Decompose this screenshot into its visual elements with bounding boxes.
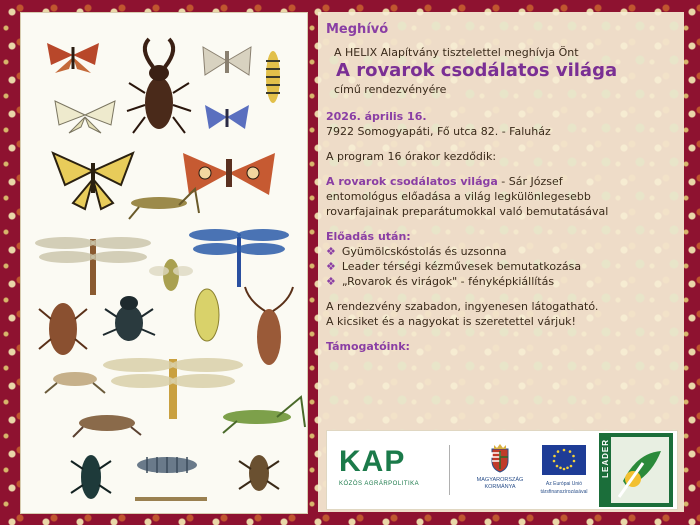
invitation-heading: Meghívó <box>326 22 389 37</box>
yellow-dragonfly-icon <box>103 358 243 419</box>
list-item: ❖ Leader térségi kézművesek bemutatkozása <box>326 260 582 273</box>
leader-emblem-icon <box>599 433 673 507</box>
diamond-bullet-icon: ❖ <box>326 275 336 288</box>
butterfly-icon <box>47 43 99 73</box>
insect-illustration-panel <box>20 12 308 514</box>
event-title: A rovarok csodálatos világa <box>336 60 618 81</box>
caterpillar-icon <box>137 457 197 473</box>
white-butterfly-icon <box>55 101 115 133</box>
damselfly-icon <box>189 229 289 287</box>
lecture-title: A rovarok csodálatos világa <box>326 175 498 188</box>
lecture-line-2: entomológus előadása a világ legkülönlegesebb <box>326 190 591 203</box>
eu-flag-icon <box>542 445 586 475</box>
stick-insect-icon <box>135 497 207 501</box>
dung-beetle-icon <box>103 296 155 341</box>
swallowtail-butterfly-icon <box>53 153 133 209</box>
invitation-text <box>326 22 676 354</box>
lecture-line-3: rovarfajainak preparátumokkal való bemutatásával <box>326 205 609 218</box>
diamond-bullet-icon: ❖ <box>326 245 336 258</box>
sponsor-logos-bar <box>326 430 678 510</box>
logo-divider <box>449 445 450 495</box>
insect-collection-illustration <box>21 13 307 513</box>
start-time: A program 16 órakor kezdődik: <box>326 150 497 163</box>
after-lecture-label: Előadás után: <box>326 230 411 243</box>
cricket-icon <box>45 372 105 393</box>
closing-line-2: A kicsiket és a nagyokat is szeretettel várjuk! <box>326 315 576 328</box>
event-date: 2026. április 16. <box>326 110 427 123</box>
diamond-bullet-icon: ❖ <box>326 260 336 273</box>
larva-icon <box>266 51 280 103</box>
grasshopper-icon <box>129 189 199 219</box>
coat-of-arms-icon <box>489 443 511 473</box>
lecture-line-1 <box>326 174 676 189</box>
lecture-speaker: - Sár József <box>497 175 563 188</box>
list-item: ❖ „Rovarok és virágok" - fényképkiállítás <box>326 275 555 288</box>
emperor-moth-icon <box>183 153 275 195</box>
blue-butterfly-icon <box>205 105 249 129</box>
moth-icon <box>203 47 251 75</box>
stag-beetle-icon <box>127 39 191 133</box>
fly-icon <box>149 259 193 291</box>
leaf-insect-icon <box>195 289 219 341</box>
closing-line-1: A rendezvény szabadon, ingyenesen látogatható. <box>326 300 599 313</box>
kap-subtitle: KÖZÖS AGRÁRPOLITIKA <box>339 481 420 487</box>
weevil-icon <box>239 455 279 491</box>
ground-beetle-icon <box>71 455 111 499</box>
dragonfly-icon <box>35 237 151 295</box>
green-grasshopper-icon <box>223 397 305 433</box>
host-line: A HELIX Alapítvány tisztelettel meghívja Önt <box>334 46 579 59</box>
longhorn-beetle-icon <box>245 287 293 365</box>
after-lecture-list <box>326 244 676 289</box>
sponsors-label: Támogatóink: <box>326 340 410 353</box>
list-item: ❖ Gyümölcskóstolás és uzsonna <box>326 245 507 258</box>
eu-cofinancing-logo: Az Európai Unió társfinanszírozásával <box>527 445 601 495</box>
nymph-icon <box>39 303 87 355</box>
kap-logo: KAP KÖZÖS AGRÁRPOLITIKA <box>339 445 420 487</box>
mole-cricket-icon <box>73 415 141 437</box>
event-subtitle: című rendezvényére <box>334 83 447 96</box>
event-location: 7922 Somogyapáti, Fő utca 82. - Faluház <box>326 125 551 138</box>
leader-logo: LEADER <box>599 433 673 507</box>
hungarian-government-logo: MAGYARORSZÁG KORMÁNYA <box>465 443 535 491</box>
